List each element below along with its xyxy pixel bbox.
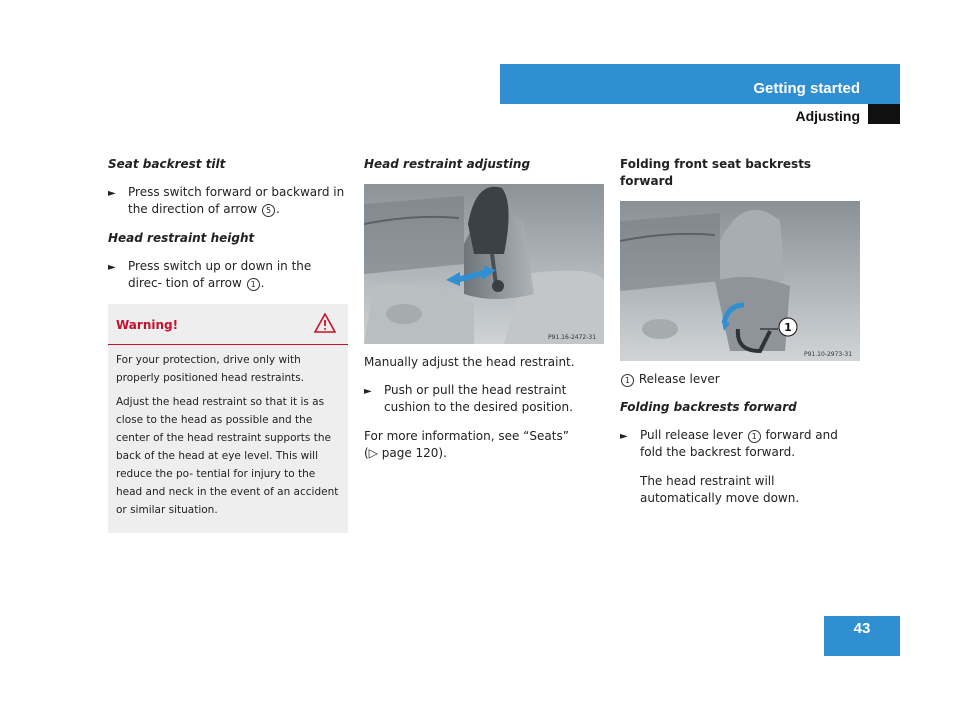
bullet-arrow-icon: ►	[108, 188, 116, 199]
warning-box	[108, 304, 348, 533]
step-text: Push or pull the head restraint cushion to the desired position.	[384, 383, 573, 414]
release-lever-photo	[620, 201, 860, 361]
photo-callout: 1	[784, 321, 792, 334]
warning-title: Warning!	[116, 318, 179, 332]
callout-number: 5	[262, 204, 275, 217]
warning-header	[108, 304, 348, 345]
photo-code: P91.10-2973-31	[804, 351, 853, 358]
head-restraint-photo	[364, 184, 604, 344]
bullet-arrow-icon: ►	[364, 386, 372, 397]
head-restraint-height-heading: Head restraint height	[108, 231, 255, 245]
folding-backrests-heading: Folding front seat backrests forward	[620, 157, 812, 188]
warning-body	[108, 345, 348, 533]
section-title: Getting started	[753, 80, 860, 97]
head-restraint-adjust-step	[364, 382, 604, 416]
step-text: Press switch forward or backward in the direction of arrow 5 .	[128, 185, 345, 216]
seat-backrest-step	[108, 184, 348, 218]
photo-code: P91.16-2472-31	[548, 334, 597, 341]
image-caption: Manually adjust the head restraint.	[364, 355, 575, 369]
step-note: The head restraint will automatically move down.	[640, 474, 800, 505]
subsection-title: Adjusting	[795, 108, 860, 124]
page-number-box	[824, 616, 900, 656]
folding-backrests-forward-heading: Folding backrests forward	[620, 400, 797, 414]
fold-backrest-step	[620, 427, 860, 461]
column-3	[620, 156, 860, 518]
page-reference[interactable]: (▷ page 120).	[364, 446, 447, 460]
step-text: Pull release lever 1 forward and fold the backrest forward.	[640, 428, 838, 459]
header-bar	[500, 64, 900, 104]
more-info: For more information, see “Seats” (▷ page 120).	[364, 429, 569, 460]
warning-text: For your protection, drive only with properly positioned head restraints.	[116, 354, 305, 384]
column-2	[364, 156, 604, 473]
warning-text: Adjust the head restraint so that it is as close to the head as possible and the center of the head restraint supports the back of the head at eye level. This will reduce the po- tential for injury to the head and neck in the event of an accident or similar situation.	[116, 396, 339, 516]
callout-number: 1	[621, 374, 634, 387]
callout-number: 1	[748, 430, 761, 443]
head-restraint-adjusting-heading: Head restraint adjusting	[364, 157, 531, 171]
seat-backrest-heading: Seat backrest tilt	[108, 157, 226, 171]
legend-release-lever: 1 Release lever	[620, 371, 860, 388]
head-restraint-step	[108, 258, 348, 292]
bullet-arrow-icon: ►	[108, 262, 116, 273]
warning-triangle-icon	[314, 313, 336, 333]
step-text: Press switch up or down in the direc- tion of arrow 1 .	[128, 259, 312, 290]
page-number: 43	[853, 620, 871, 637]
column-1	[108, 156, 348, 533]
header-tab-marker	[868, 104, 900, 124]
callout-number: 1	[247, 278, 260, 291]
bullet-arrow-icon: ►	[620, 431, 628, 442]
